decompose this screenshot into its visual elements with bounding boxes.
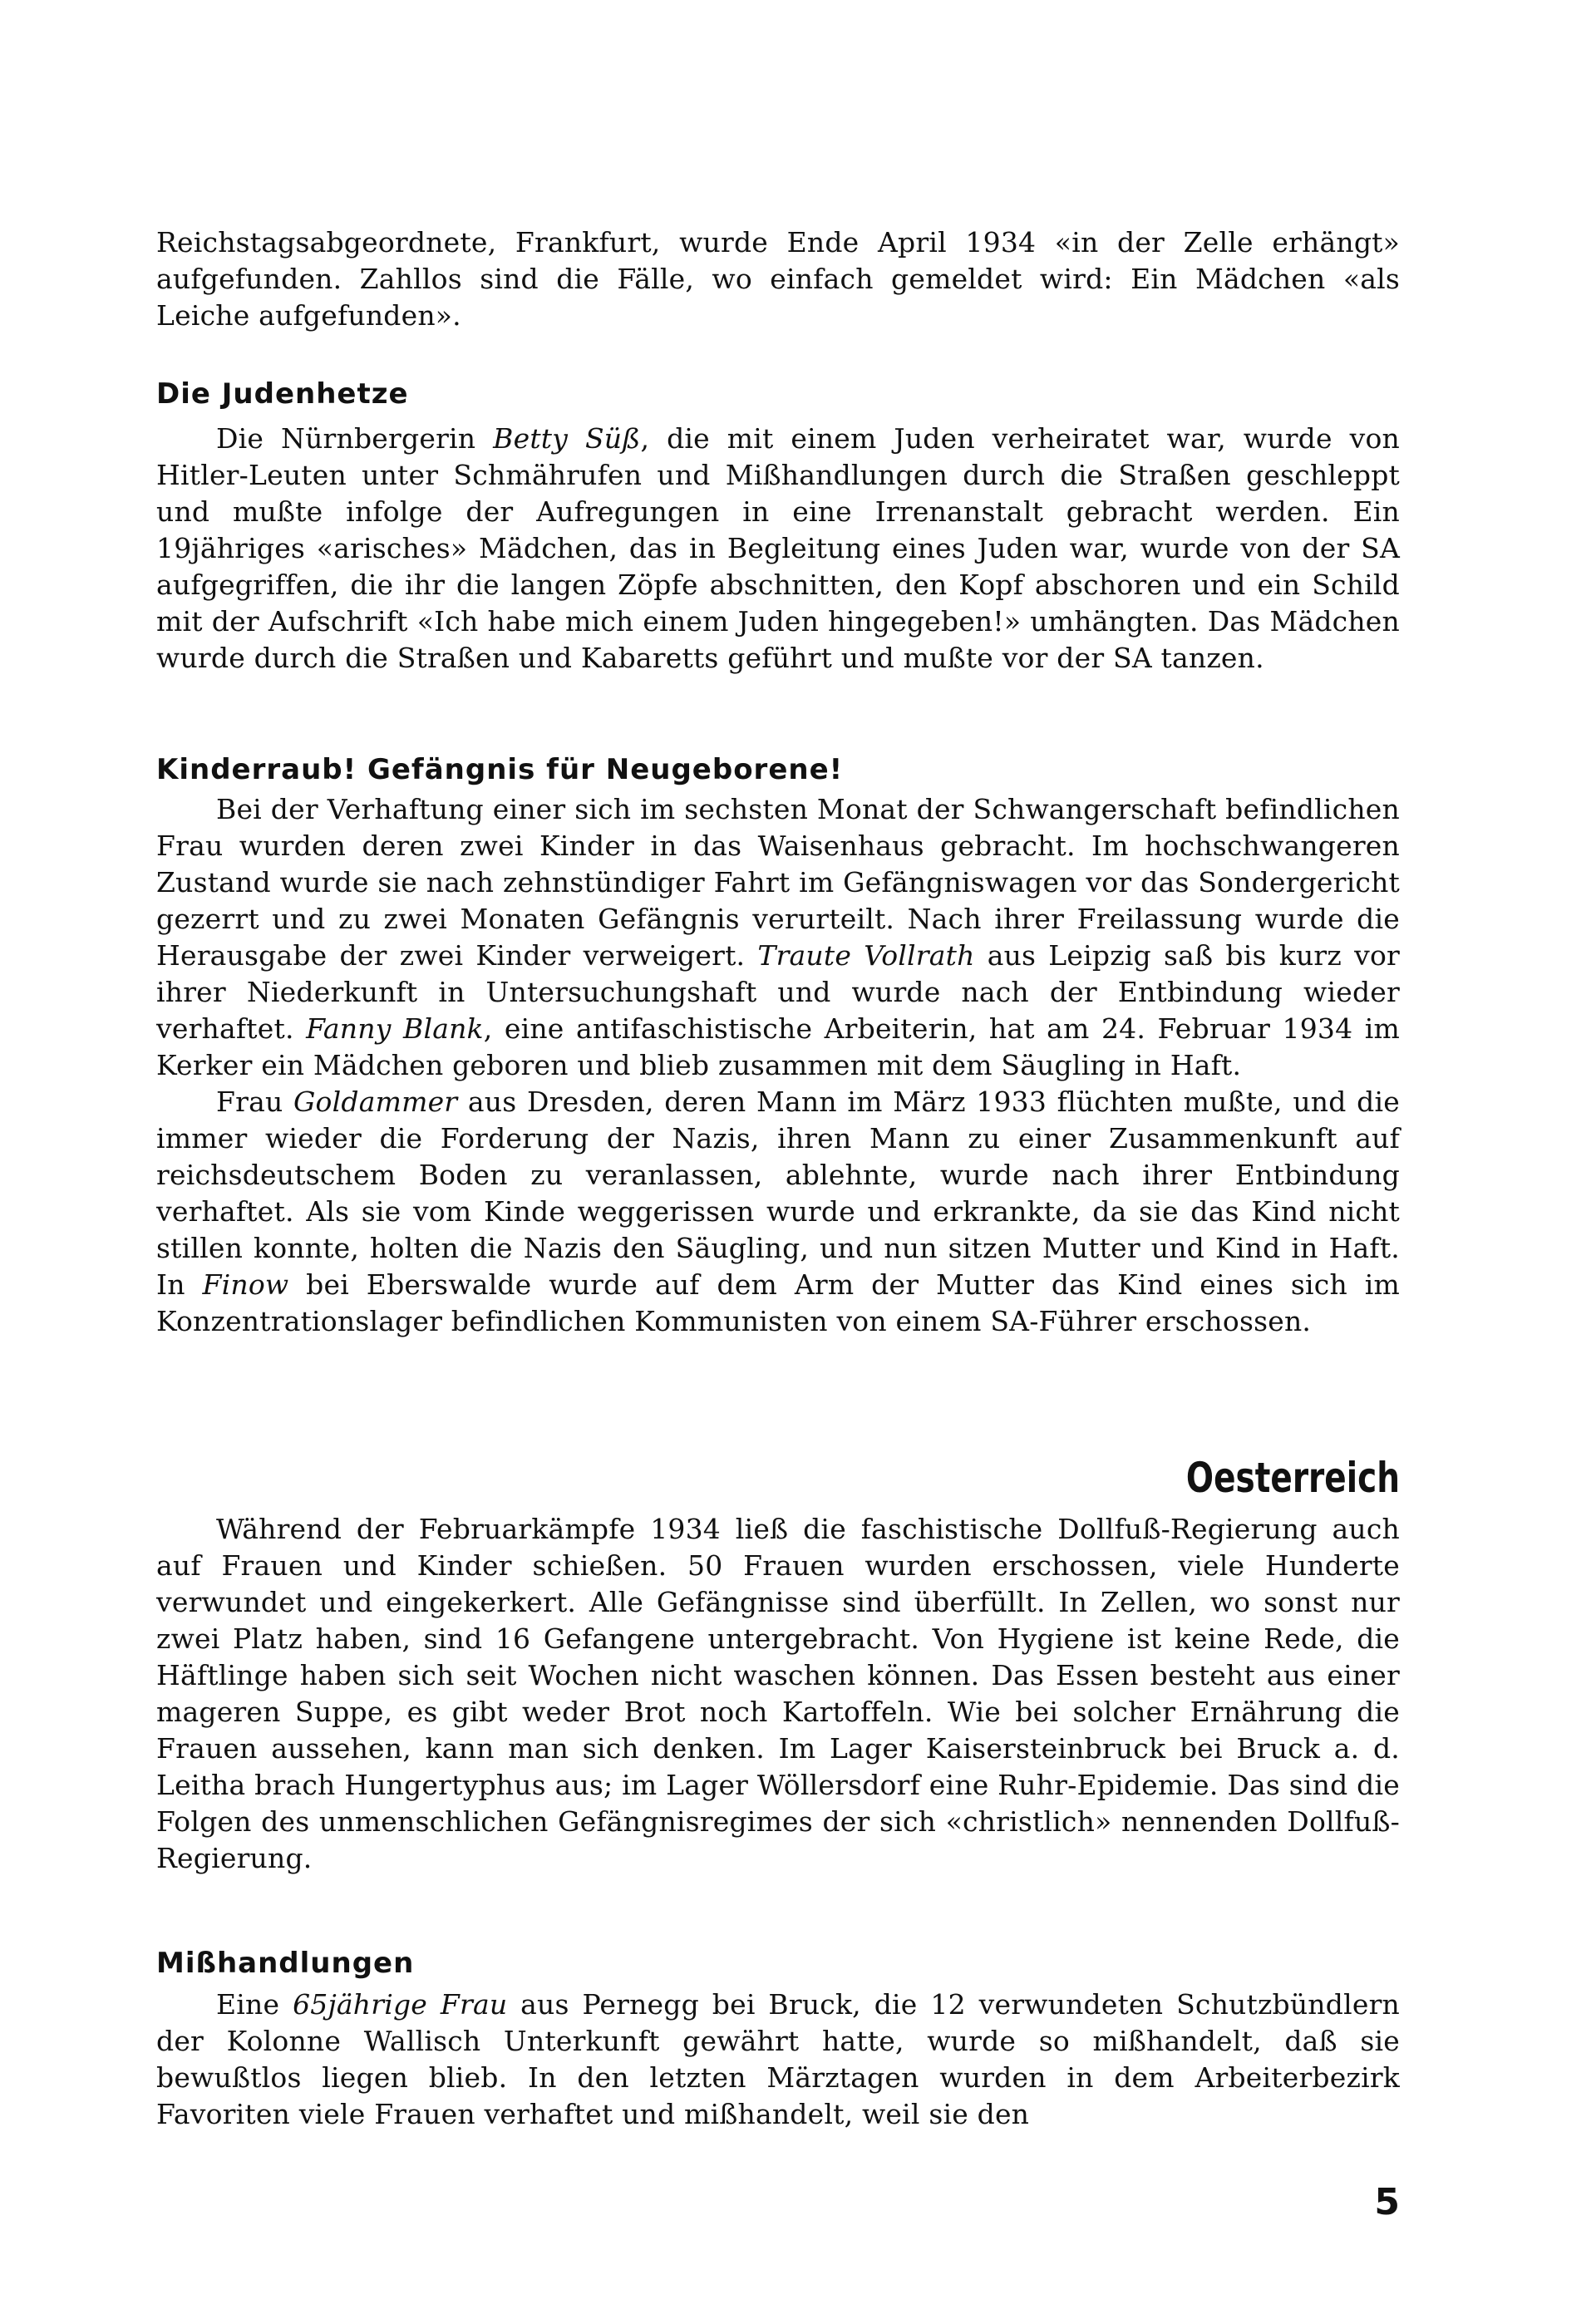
section-heading: Mißhandlungen bbox=[156, 1947, 415, 1980]
person-name: Traute Vollrath bbox=[757, 939, 975, 972]
section-heading: Kinderraub! Gefängnis für Neugeborene! bbox=[156, 753, 844, 786]
person-name: Goldammer bbox=[293, 1086, 458, 1118]
intro-block bbox=[156, 224, 1400, 334]
section-judenhetze bbox=[156, 376, 1400, 677]
text-run: aus Leipzig saß bis kurz vor ihrer Niederkunft in Untersuchungshaft und wurde nach der Entbindung wieder verhaftet. bbox=[156, 939, 1400, 1045]
text-run: Frau bbox=[216, 1086, 293, 1118]
place-name: Finow bbox=[202, 1268, 289, 1301]
paragraph: Während der Februarkämpfe 1934 ließ die faschistische Dollfuß-Regierung auch auf Frauen und Kinder schießen. 50 Frauen wurden erschossen, viele Hunderte verwundet und eingekerkert. Alle Gefängnisse sind überfüllt. In Zellen, wo sonst nur zwei Platz haben, sind 16 Gefangene untergebracht. Von Hygiene ist keine Rede, die Häftlinge haben sich seit Wochen nicht waschen können. Das Essen besteht aus einer mageren Suppe, es gibt weder Brot noch Kartoffeln. Wie bei solcher Ernährung die Frauen aussehen, kann man sich denken. Im Lager Kaisersteinbruck bei Bruck a. d. Leitha brach Hungertyphus aus; im Lager Wöllersdorf eine Ruhr-Epidemie. Das sind die Folgen des unmenschlichen Gefängnisregimes der sich «christlich» nennenden Dollfuß-Regierung. bbox=[156, 1513, 1400, 1874]
section-oesterreich bbox=[156, 1451, 1400, 1877]
emphasis: 65jährige Frau bbox=[293, 1988, 508, 2021]
text-run: Eine bbox=[216, 1988, 293, 2021]
chapter-heading: Oesterreich bbox=[1185, 1454, 1400, 1502]
text-run: aus Dresden, deren Mann im März 1933 flüchten mußte, und die immer wieder die Forderung der Nazis, ihren Mann zu einer Zusammenkunft auf reichsdeutschem Boden zu veranlassen, ablehnte, wurde nach ihrer Entbindung verhaftet. Als sie vom Kinde weggerissen wurde und erkrankte, da sie das Kind nicht stillen konnte, holten die Nazis den Säugling, und nun sitzen Mutter und Kind in Haft. In bbox=[156, 1086, 1400, 1301]
person-name: Betty Süß bbox=[493, 422, 641, 455]
text-run: , eine antifaschistische Arbeiterin, hat am 24. Februar 1934 im Kerker ein Mädchen geboren und blieb zusammen mit dem Säugling in Haft. bbox=[156, 1012, 1400, 1081]
text-run: Bei der Verhaftung einer sich im sechsten Monat der Schwangerschaft befindlichen Frau wurden deren zwei Kinder in das Waisenhaus gebracht. Im hochschwangeren Zustand wurde sie nach zehnstündiger Fahrt im Gefängniswagen vor das Sondergericht gezerrt und zu zwei Monaten Gefängnis verurteilt. Nach ihrer Freilassung wurde die Herausgabe der zwei Kinder verweigert. bbox=[156, 793, 1400, 972]
person-name: Fanny Blank bbox=[306, 1012, 484, 1045]
section-misshandlungen bbox=[156, 1945, 1400, 2133]
section-heading: Die Judenhetze bbox=[156, 377, 409, 411]
text-run: bei Eberswalde wurde auf dem Arm der Mutter das Kind eines sich im Konzentrationslager befindlichen Kommunisten von einem SA-Führer erschossen. bbox=[156, 1268, 1400, 1337]
page-number: 5 bbox=[1374, 2181, 1400, 2223]
intro-paragraph: Reichstagsabgeordnete, Frankfurt, wurde Ende April 1934 «in der Zelle erhängt» aufgefunden. Zahllos sind die Fälle, wo einfach gemeldet wird: Ein Mädchen «als Leiche aufgefunden». bbox=[156, 226, 1400, 332]
paragraph bbox=[156, 421, 1400, 677]
text-run: aus Pernegg bei Bruck, die 12 verwundeten Schutzbündlern der Kolonne Wallisch Unterkunft gewährt hatte, wurde so mißhandelt, daß sie bewußtlos liegen blieb. In den letzten Märztagen wurden in dem Arbeiterbezirk Favoriten viele Frauen verhaftet und mißhandelt, weil sie den bbox=[156, 1988, 1400, 2130]
text-run: Die Nürnbergerin bbox=[216, 422, 494, 455]
section-kinderraub bbox=[156, 751, 1400, 1340]
paragraph bbox=[156, 791, 1400, 1084]
paragraph bbox=[156, 1084, 1400, 1340]
text-run: , die mit einem Juden verheiratet war, wurde von Hitler-Leuten unter Schmährufen und Mißhandlungen durch die Straßen geschleppt und mußte infolge der Aufregungen in eine Irrenanstalt gebracht werden. Ein 19jähriges «arisches» Mädchen, das in Begleitung eines Juden war, wurde von der SA aufgegriffen, die ihr die langen Zöpfe abschnitten, den Kopf abschoren und ein Schild mit der Aufschrift «Ich habe mich einem Juden hingegeben!» umhängten. Das Mädchen wurde durch die Straßen und Kabaretts geführt und mußte vor der SA tanzen. bbox=[156, 422, 1400, 674]
paragraph bbox=[156, 1987, 1400, 2133]
